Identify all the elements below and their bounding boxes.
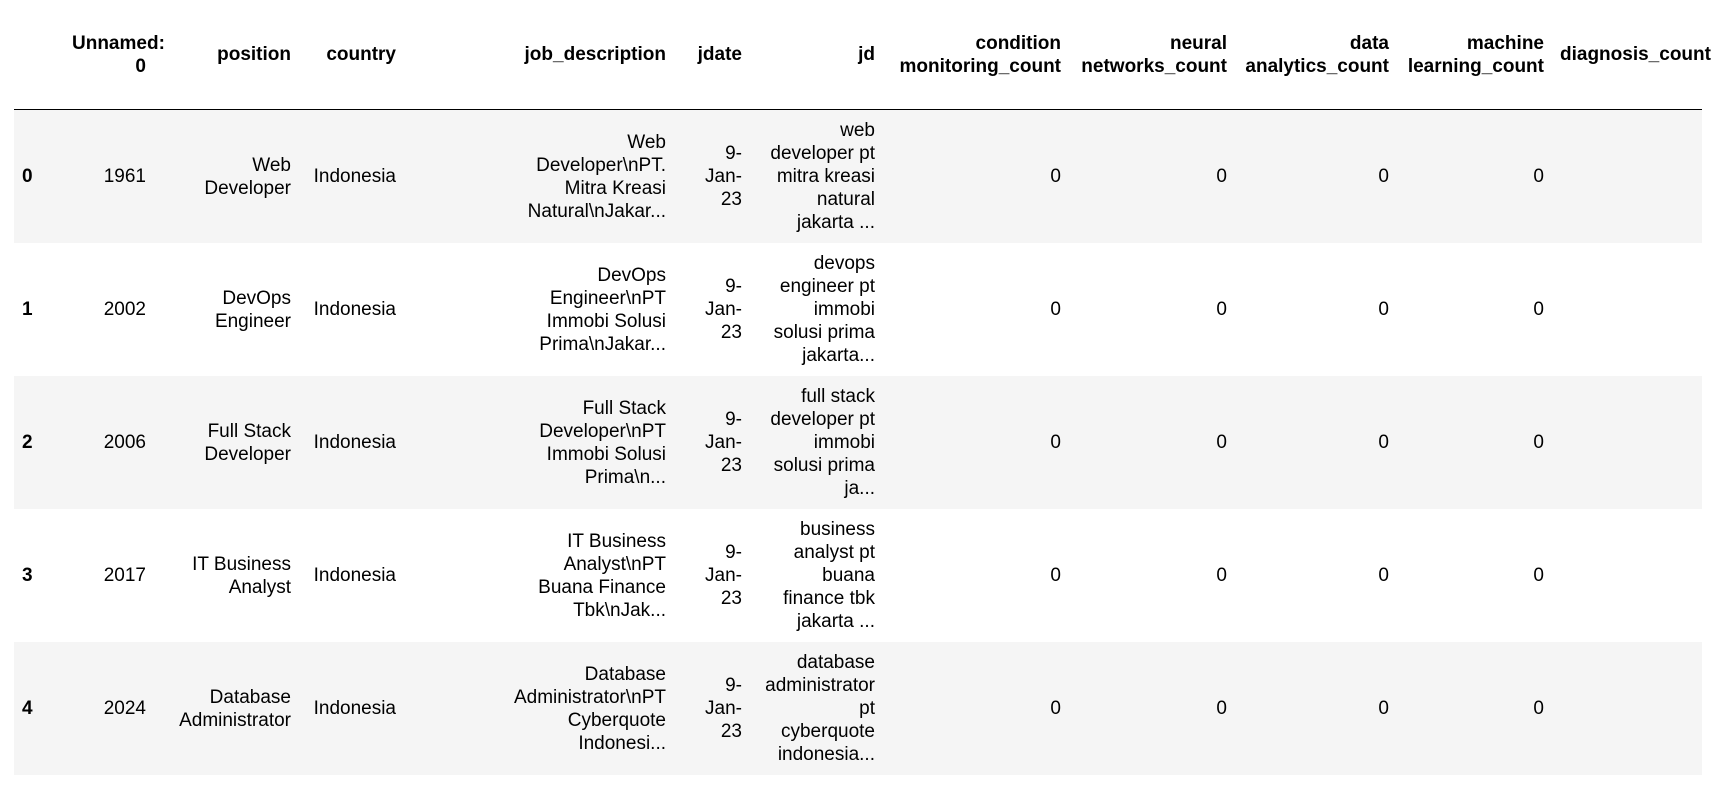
cell-jdate-line: 9- — [725, 143, 742, 164]
cell-jd-line: jakarta ... — [796, 212, 875, 233]
cell-job-description-line: Immobi Solusi — [546, 443, 666, 465]
cell-jdate-line: 9- — [725, 276, 742, 297]
cell-job-description-line: Immobi Solusi — [546, 310, 666, 332]
table-row — [14, 376, 1702, 509]
cell-position-line: Developer — [204, 443, 291, 465]
cell-machine-learning-count: 0 — [1533, 698, 1544, 719]
cell-jd-line: jakarta... — [802, 345, 875, 366]
cell-job-description-line: Database — [584, 663, 666, 685]
cell-jd-line: pt — [859, 698, 875, 719]
cell-job-description — [404, 110, 674, 244]
cell-jdate-line: 23 — [720, 455, 742, 476]
header-country: country — [299, 0, 404, 110]
cell-jd-line: business — [800, 519, 875, 540]
cell-jdate-line: 23 — [720, 721, 742, 742]
cell-neural-networks-count: 0 — [1216, 166, 1227, 187]
header-unnamed-0: Unnamed: 0 — [64, 0, 154, 110]
cell-position-line: Web — [252, 154, 291, 176]
cell-job-description-line: Analyst\nPT — [563, 553, 666, 575]
cell-position — [154, 110, 299, 244]
row-index: 2 — [22, 432, 33, 453]
cell-data-analytics-count: 0 — [1378, 166, 1389, 187]
cell-condition-monitoring-count: 0 — [1050, 166, 1061, 187]
cell-jdate-line: Jan- — [705, 698, 742, 719]
table-body — [14, 110, 1702, 776]
cell-jd-line: jakarta ... — [796, 611, 875, 632]
cell-jd-line: devops — [813, 253, 875, 274]
cell-jd-line: finance tbk — [783, 588, 875, 609]
cell-position — [154, 642, 299, 775]
header-index — [14, 0, 64, 110]
cell-jd-line: immobi — [813, 299, 875, 320]
cell-diagnosis-count — [1552, 376, 1702, 509]
cell-jd-line: analyst pt — [793, 542, 875, 563]
cell-country: Indonesia — [313, 299, 396, 320]
cell-jd-line: cyberquote — [780, 721, 875, 742]
cell-job-description-line: Cyberquote — [567, 709, 666, 731]
cell-job-description — [404, 376, 674, 509]
cell-jd-line: indonesia... — [777, 744, 875, 765]
cell-unnamed-0: 1961 — [103, 166, 146, 187]
cell-job-description-line: Developer\nPT. — [536, 154, 666, 176]
cell-jdate — [674, 642, 750, 775]
cell-neural-networks-count: 0 — [1216, 698, 1227, 719]
cell-machine-learning-count: 0 — [1533, 299, 1544, 320]
cell-diagnosis-count — [1552, 243, 1702, 376]
cell-jd — [750, 509, 883, 642]
cell-diagnosis-count — [1552, 642, 1702, 775]
cell-jdate-line: 9- — [725, 409, 742, 430]
cell-machine-learning-count: 0 — [1533, 565, 1544, 586]
cell-jd — [750, 243, 883, 376]
cell-position — [154, 509, 299, 642]
cell-job-description-line: Natural\nJakar... — [527, 200, 666, 222]
cell-unnamed-0: 2002 — [103, 299, 146, 320]
cell-jdate-line: 23 — [720, 189, 742, 210]
header-machine-learning-count: machine learning_count — [1397, 0, 1552, 110]
header-job-description: job_description — [404, 0, 674, 110]
cell-jd-line: buana — [822, 565, 875, 586]
cell-country: Indonesia — [313, 432, 396, 453]
header-neural-networks-count: neural networks_count — [1069, 0, 1235, 110]
cell-data-analytics-count: 0 — [1378, 432, 1389, 453]
cell-jdate-line: Jan- — [705, 166, 742, 187]
cell-jd-line: immobi — [813, 432, 875, 453]
table-row — [14, 509, 1702, 642]
cell-jd-line: developer pt — [770, 143, 875, 164]
cell-country: Indonesia — [313, 698, 396, 719]
cell-jd-line: developer pt — [770, 409, 875, 430]
dataframe-output — [14, 0, 1711, 786]
cell-neural-networks-count: 0 — [1216, 299, 1227, 320]
cell-job-description — [404, 243, 674, 376]
cell-condition-monitoring-count: 0 — [1050, 299, 1061, 320]
row-index: 3 — [22, 565, 33, 586]
cell-country: Indonesia — [313, 166, 396, 187]
cell-job-description-line: Buana Finance — [538, 576, 666, 598]
cell-unnamed-0: 2017 — [103, 565, 146, 586]
header-row — [14, 0, 1702, 110]
cell-diagnosis-count — [1552, 110, 1702, 244]
cell-job-description-line: DevOps — [597, 264, 666, 286]
cell-position-line: IT Business — [192, 553, 291, 575]
row-index: 4 — [22, 698, 33, 719]
cell-job-description-line: Prima\nJakar... — [539, 333, 666, 355]
cell-jd-line: database — [796, 652, 875, 673]
cell-jdate-line: 9- — [725, 542, 742, 563]
cell-diagnosis-count — [1552, 509, 1702, 642]
cell-position — [154, 376, 299, 509]
cell-position-line: Database — [209, 686, 291, 708]
cell-jd-line: web — [840, 120, 875, 141]
cell-job-description-line: Indonesi... — [578, 732, 666, 754]
cell-jdate — [674, 110, 750, 244]
cell-job-description-line: Prima\n... — [584, 466, 666, 488]
cell-machine-learning-count: 0 — [1533, 166, 1544, 187]
cell-job-description — [404, 509, 674, 642]
table-row — [14, 243, 1702, 376]
header-position: position — [154, 0, 299, 110]
cell-job-description-line: Tbk\nJak... — [573, 599, 666, 621]
cell-jdate-line: Jan- — [705, 299, 742, 320]
table-row — [14, 110, 1702, 244]
row-index: 0 — [22, 166, 33, 187]
cell-job-description-line: Full Stack — [582, 397, 666, 419]
cell-position — [154, 243, 299, 376]
cell-neural-networks-count: 0 — [1216, 432, 1227, 453]
cell-country: Indonesia — [313, 565, 396, 586]
header-data-analytics-count: data analytics_count — [1235, 0, 1397, 110]
cell-jd-line: engineer pt — [779, 276, 875, 297]
cell-jd — [750, 376, 883, 509]
cell-machine-learning-count: 0 — [1533, 432, 1544, 453]
table-row — [14, 642, 1702, 775]
cell-neural-networks-count: 0 — [1216, 565, 1227, 586]
cell-data-analytics-count: 0 — [1378, 299, 1389, 320]
cell-job-description-line: IT Business — [567, 530, 666, 552]
cell-position-line: Analyst — [228, 576, 291, 598]
cell-jdate — [674, 376, 750, 509]
cell-job-description — [404, 642, 674, 775]
cell-jd-line: solusi prima — [773, 322, 875, 343]
header-condition-monitoring-count: condition monitoring_count — [883, 0, 1069, 110]
cell-jdate — [674, 243, 750, 376]
header-jd: jd — [750, 0, 883, 110]
cell-jdate-line: 23 — [720, 588, 742, 609]
cell-unnamed-0: 2024 — [103, 698, 146, 719]
cell-jdate-line: Jan- — [705, 432, 742, 453]
cell-job-description-line: Mitra Kreasi — [564, 177, 666, 199]
cell-jdate-line: Jan- — [705, 565, 742, 586]
cell-data-analytics-count: 0 — [1378, 698, 1389, 719]
cell-jd-line: full stack — [801, 386, 875, 407]
cell-position-line: Administrator — [179, 709, 291, 731]
cell-jdate — [674, 509, 750, 642]
cell-job-description-line: Engineer\nPT — [549, 287, 666, 309]
cell-jd-line: mitra kreasi — [776, 166, 875, 187]
header-jdate: jdate — [674, 0, 750, 110]
cell-jd-line: natural — [816, 189, 875, 210]
cell-job-description-line: Developer\nPT — [539, 420, 666, 442]
cell-job-description-line: Web — [627, 131, 666, 153]
cell-position-line: DevOps — [222, 287, 291, 309]
cell-jdate-line: 23 — [720, 322, 742, 343]
cell-position-line: Engineer — [214, 310, 291, 332]
cell-condition-monitoring-count: 0 — [1050, 698, 1061, 719]
dataframe-table — [14, 0, 1711, 775]
cell-jd-line: administrator — [765, 675, 875, 696]
cell-data-analytics-count: 0 — [1378, 565, 1389, 586]
cell-condition-monitoring-count: 0 — [1050, 565, 1061, 586]
cell-position-line: Full Stack — [207, 420, 291, 442]
cell-jd-line: solusi prima — [773, 455, 875, 476]
cell-jd-line: ja... — [844, 478, 875, 499]
header-diagnosis-count: diagnosis_count — [1552, 0, 1702, 110]
cell-position-line: Developer — [204, 177, 291, 199]
cell-job-description-line: Administrator\nPT — [513, 686, 666, 708]
cell-unnamed-0: 2006 — [103, 432, 146, 453]
cell-condition-monitoring-count: 0 — [1050, 432, 1061, 453]
cell-jdate-line: 9- — [725, 675, 742, 696]
row-index: 1 — [22, 299, 33, 320]
cell-jd — [750, 110, 883, 244]
cell-jd — [750, 642, 883, 775]
